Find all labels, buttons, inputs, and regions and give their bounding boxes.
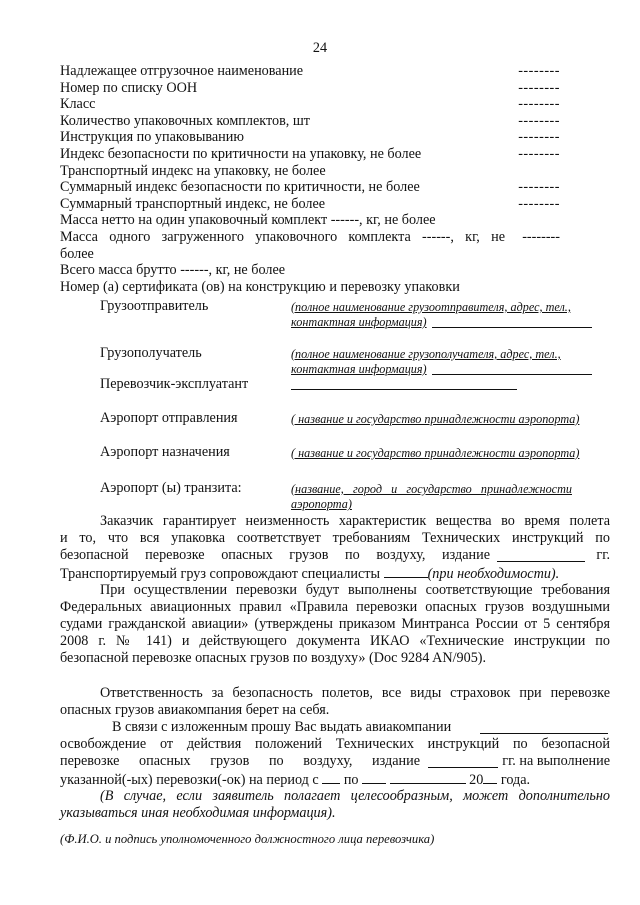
request-edition-label: перевозке опасных грузов по воздуху, издание — [60, 753, 420, 769]
request-period-to: по — [343, 772, 359, 788]
destination-desc: ( название и государство принадлежности аэропорта) — [291, 446, 580, 460]
field-value: -------- — [518, 79, 560, 96]
shipper-line — [432, 327, 592, 328]
consignee-desc-line2: контактная информация) — [291, 362, 427, 376]
request-edition-years: гг. на выполнение — [502, 753, 610, 769]
request-airline-label: В связи с изложенным прошу Вас выдать авиакомпании — [112, 719, 452, 735]
field-row — [60, 163, 560, 180]
field-value: -------- — [518, 96, 560, 113]
guarantee-specialists-label: Транспортируемый груз сопровождают специалисты — [60, 566, 381, 582]
field-row — [60, 96, 560, 113]
request-period-from-blank — [322, 770, 340, 784]
field-value: -------- — [518, 195, 560, 212]
request-edition-blank — [428, 754, 498, 768]
request-period-year-word: года. — [500, 772, 531, 788]
request-period-century: 20 — [469, 772, 484, 788]
request-line1 — [60, 719, 610, 736]
gross-mass-label: Всего масса брутто ------, кг, не более — [60, 261, 286, 278]
guarantee-edition-label: безопасной перевозке опасных грузов по воздуху, издание — [60, 547, 490, 563]
field-row — [60, 179, 560, 196]
field-value: -------- — [518, 145, 560, 162]
request-line4 — [60, 770, 610, 787]
loaded-mass-row — [60, 229, 560, 262]
loaded-mass-value: -------- — [522, 228, 560, 245]
shipper-desc-line1: (полное наименование грузоотправителя, адрес, тел., — [291, 300, 571, 314]
field-row — [60, 129, 560, 146]
net-mass-label: Масса нетто на один упаковочный комплект ------, кг, не более — [60, 212, 436, 229]
consignee-label: Грузополучатель — [100, 345, 202, 361]
guarantee-line2: и то, что вся упаковка соответствует требованиям Технических инструкций по — [60, 530, 610, 546]
field-label: Надлежащее отгрузочное наименование — [60, 63, 304, 79]
field-row — [60, 113, 560, 130]
field-value: -------- — [518, 63, 560, 79]
field-row — [60, 146, 560, 163]
shipper-label: Грузоотправитель — [100, 298, 209, 314]
guarantee-if-needed: (при необходимости). — [427, 566, 560, 582]
field-row — [60, 63, 560, 80]
responsibility-paragraph — [60, 685, 610, 719]
departure-desc: ( название и государство принадлежности аэропорта) — [291, 412, 580, 426]
certificates-row — [60, 279, 560, 296]
loaded-mass-line1: Масса одного загруженного упаковочного комплекта ------, кг, не — [60, 228, 505, 245]
field-row — [60, 196, 560, 213]
request-line3 — [60, 753, 610, 770]
guarantee-paragraph — [60, 513, 610, 581]
certificates-label: Номер (а) сертификата (ов) на конструкцию и перевозку упаковки — [60, 278, 460, 295]
carrier-line — [291, 389, 517, 390]
request-period-to-day-blank — [362, 770, 386, 784]
transit-desc-line1: (название, город и государство принадлежности — [291, 482, 572, 496]
field-value: -------- — [518, 179, 560, 196]
gross-mass-row — [60, 262, 560, 279]
departure-label: Аэропорт отправления — [100, 410, 238, 426]
consignee-line — [432, 374, 592, 375]
note-paragraph — [60, 788, 610, 822]
request-line2: освобождение от действия положений Технических инструкций по безопасной — [60, 736, 610, 752]
net-mass-row — [60, 212, 560, 229]
request-period-label: указанной(-ых) перевозки(-ок) на период с — [60, 772, 319, 788]
transit-block — [100, 480, 600, 514]
guarantee-line1: Заказчик гарантирует неизменность характеристик вещества во время полета — [100, 513, 610, 529]
requirements-paragraph — [60, 582, 610, 667]
field-label: Количество упаковочных комплектов, шт — [60, 112, 311, 129]
carrier-label: Перевозчик-эксплуатант — [100, 376, 249, 392]
guarantee-line4 — [60, 564, 610, 581]
signature-caption: (Ф.И.О. и подпись уполномоченного должностного лица перевозчика) — [60, 832, 435, 846]
page-number: 24 — [312, 40, 328, 56]
destination-label: Аэропорт назначения — [100, 444, 230, 460]
request-period-to-month-blank — [390, 770, 466, 784]
destination-block — [100, 444, 600, 464]
field-label: Суммарный индекс безопасности по критичности, не более — [60, 179, 420, 196]
guarantee-edition-blank — [497, 548, 585, 562]
field-label: Класс — [60, 96, 96, 113]
field-value: -------- — [518, 129, 560, 146]
carrier-block — [100, 376, 600, 396]
shipper-block — [100, 298, 600, 332]
request-airline-blank — [480, 720, 608, 734]
request-paragraph — [60, 719, 610, 787]
requirements-text: При осуществлении перевозки будут выполнены соответствующие требования Федеральных авиационных правил «Правила перевозки опасных грузов воздушными судами гражданской авиации» (утверждены приказом Минтранса России от 5 сентября 2008 г. № 141) и действующего документа ИКАО «Технические инструкции по безопасной перевозке опасных грузов по воздуху» (Doc 9284 AN/905). — [60, 582, 610, 666]
field-label: Транспортный индекс на упаковку, не более — [60, 162, 326, 179]
field-label: Индекс безопасности по критичности на упаковку, не более — [60, 145, 422, 162]
guarantee-specialists-blank — [384, 564, 428, 578]
request-period-year-blank — [483, 770, 497, 784]
field-list — [60, 63, 560, 295]
guarantee-years: гг. — [596, 547, 610, 563]
consignee-desc-line1: (полное наименование грузополучателя, адрес, тел., — [291, 347, 561, 361]
consignee-block — [100, 345, 600, 379]
note-text: (В случае, если заявитель полагает целесообразным, может дополнительно указываться иная необходимая информация). — [60, 788, 610, 821]
field-label: Суммарный транспортный индекс, не более — [60, 195, 326, 212]
transit-desc-line2: аэропорта) — [291, 497, 352, 511]
field-value: -------- — [518, 112, 560, 129]
field-row — [60, 80, 560, 97]
responsibility-text: Ответственность за безопасность полетов, все виды страховок при перевозке опасных грузов авиакомпания берет на себя. — [60, 685, 610, 718]
transit-label: Аэропорт (ы) транзита: — [100, 480, 242, 496]
field-label: Инструкция по упаковыванию — [60, 129, 244, 146]
guarantee-line3 — [60, 547, 610, 564]
loaded-mass-line2: более — [60, 245, 94, 262]
field-label: Номер по списку ООН — [60, 79, 198, 96]
departure-block — [100, 410, 600, 430]
shipper-desc-line2: контактная информация) — [291, 315, 427, 329]
